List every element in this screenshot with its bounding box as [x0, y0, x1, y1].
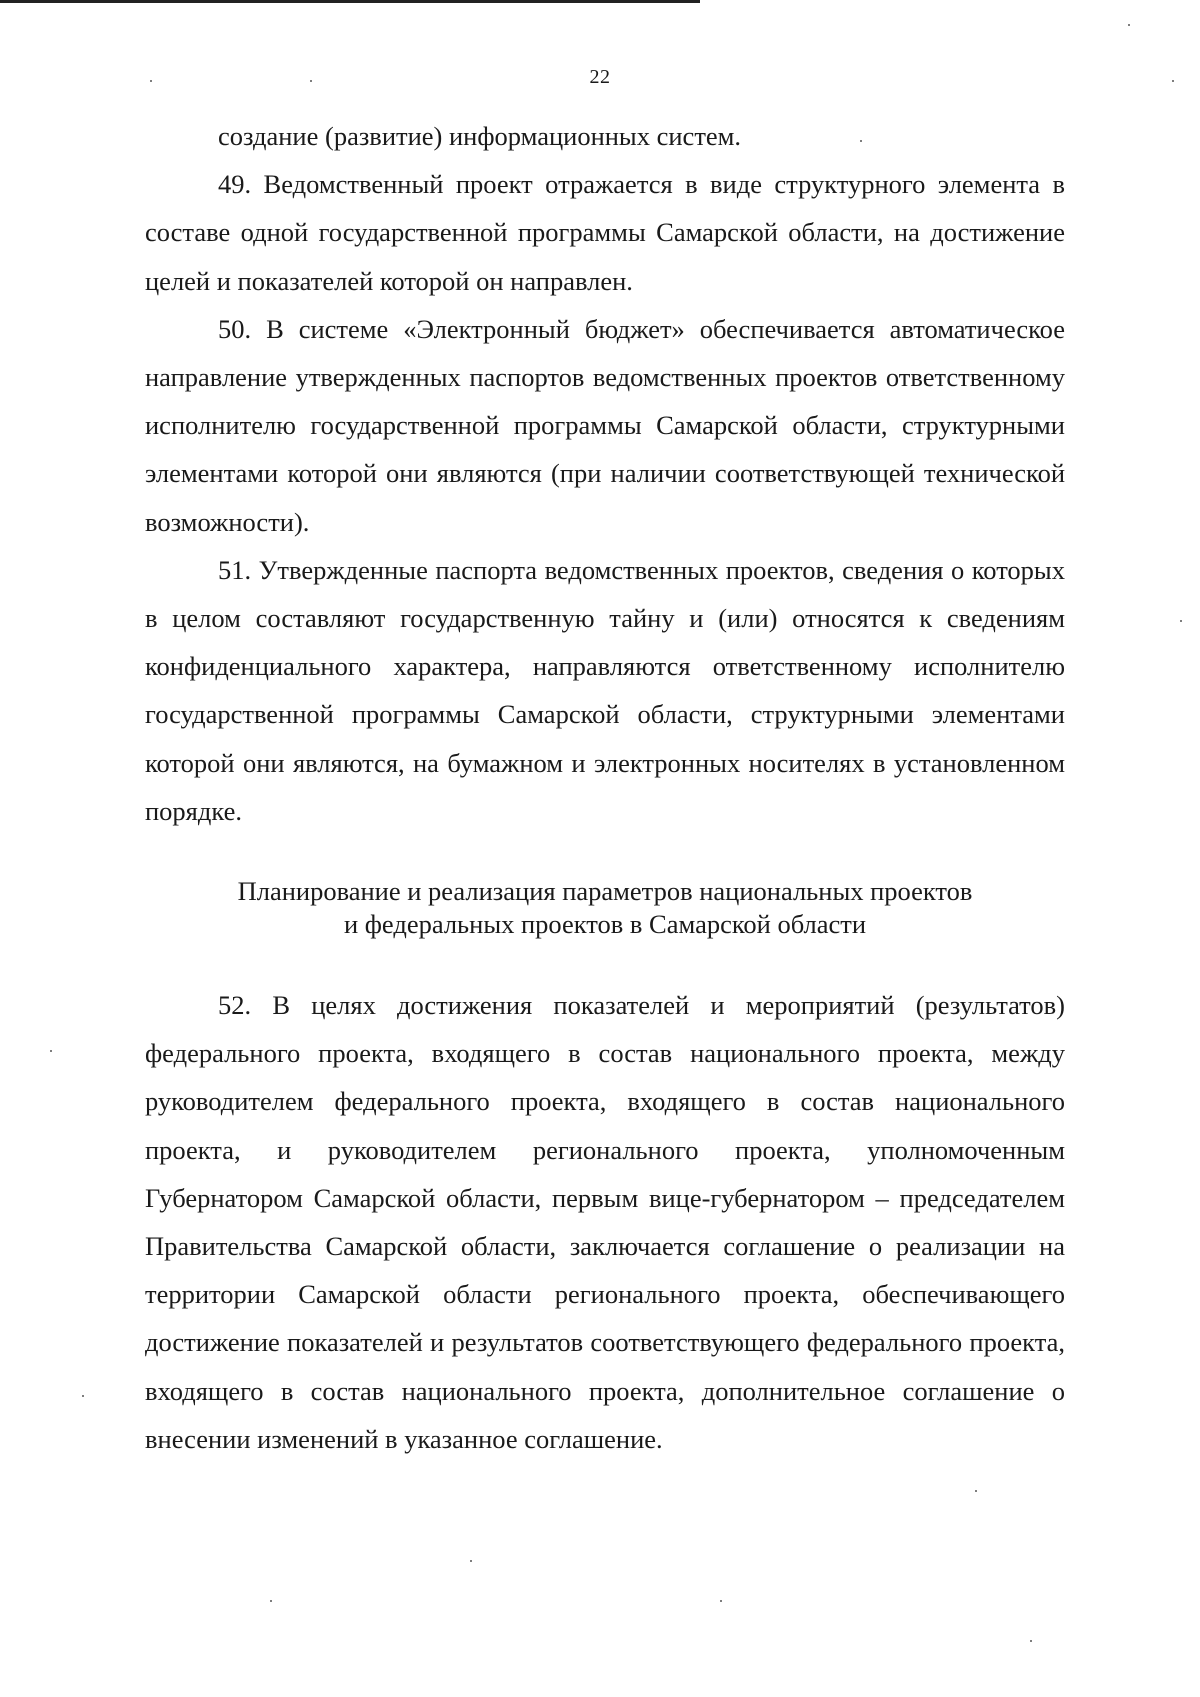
scan-speck: [860, 140, 862, 142]
section-heading-line-2: и федеральных проектов в Самарской области: [343, 909, 867, 940]
scan-speck: [270, 1600, 272, 1602]
scan-speck: [82, 1395, 84, 1397]
paragraph-51: 51. Утвержденные паспорта ведомственных проектов, сведения о которых в целом составляют государственную тайну и (или) относятся к сведениям конфиденциального характера, направляются ответственному исполнителю государственной программы Самарской области, структурными элементами которой они являются, на бумажном и электронных носителях в установленном порядке.: [145, 554, 1065, 826]
scan-speck: [310, 80, 312, 82]
section-heading-line-1: Планирование и реализация параметров национальных проектов: [237, 876, 973, 907]
paragraph-50: 50. В системе «Электронный бюджет» обеспечивается автоматическое направление утвержденных паспортов ведомственных проектов ответственному исполнителю государственной программы Самарской области, структурными элементами которой они являются (при наличии соответствующей технической возможности).: [145, 313, 1065, 537]
scan-speck: [1180, 620, 1182, 622]
paragraph-continuation: создание (развитие) информационных систем.: [218, 121, 742, 151]
paragraph-52: 52. В целях достижения показателей и мероприятий (результатов) федерального проекта, входящего в состав национального проекта, между руководителем федерального проекта, входящего в состав национального проекта, и руководителем регионального проекта, уполномоченным Губернатором Самарской области, первым вице-губернатором – председателем Правительства Самарской области, заключается соглашение о реализации на территории Самарской области регионального проекта, обеспечивающего достижение показателей и результатов соответствующего федерального проекта, входящего в состав национального проекта, дополнительное соглашение о внесении изменений в указанное соглашение.: [145, 990, 1065, 1454]
scan-top-edge-line: [0, 0, 700, 3]
scan-speck: [1030, 1640, 1032, 1642]
scan-speck: [1172, 80, 1174, 82]
scan-speck: [470, 1560, 472, 1562]
scan-speck: [720, 1600, 722, 1602]
document-body: [145, 112, 1065, 1463]
scan-speck: [150, 80, 152, 82]
scan-speck: [975, 1490, 977, 1492]
paragraph-49: 49. Ведомственный проект отражается в виде структурного элемента в составе одной государственной программы Самарской области, на достижение целей и показателей которой он направлен.: [145, 169, 1065, 296]
section-heading: [145, 875, 1065, 941]
scan-speck: [1128, 24, 1130, 26]
scan-speck: [50, 1050, 52, 1052]
page-number: 22: [589, 66, 611, 88]
